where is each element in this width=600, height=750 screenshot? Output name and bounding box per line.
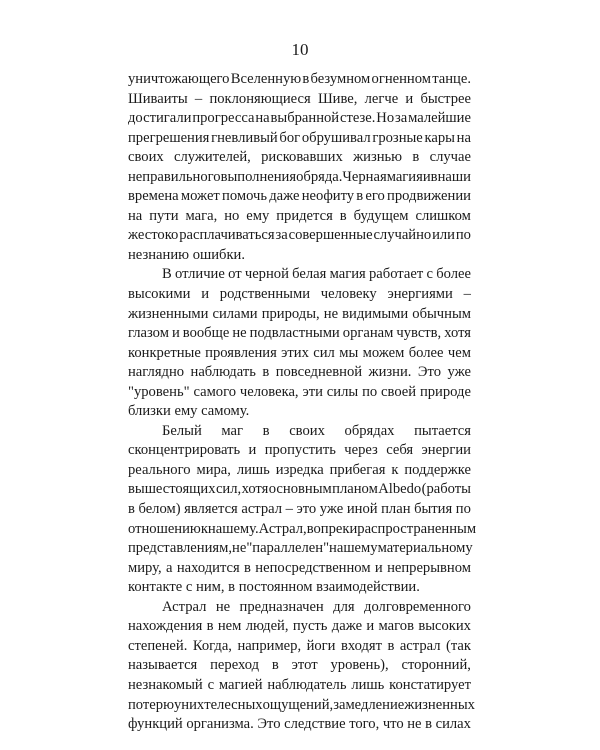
text-line: неправильного выполнения обряда. Черная магия и в наши (128, 168, 471, 185)
paragraph (128, 422, 477, 598)
text-line: своих служителей, рисковавших жизнью в случае (128, 149, 471, 166)
text-line: контакте с ним, в постоянном взаимодействии. (128, 579, 420, 596)
text-line: времена может помочь даже неофиту в его продвижении (128, 188, 471, 205)
paragraph (128, 598, 475, 735)
text-line: прегрешения гневливый бог обрушивал грозные кары на (128, 129, 471, 146)
text-line: конкретные проявления этих сил мы можем более чем (128, 344, 471, 361)
text-line: "уровень" самого человека, эти силы по своей природе (128, 383, 471, 400)
text-line: незнакомый с магией наблюдатель лишь констатирует (128, 676, 471, 693)
text-line: в белом) является астрал – это уже иной план бытия по (128, 501, 471, 518)
text-line: нахождения в нем людей, пусть даже и магов высоких (128, 618, 471, 635)
text-line: вышестоящих сил, хотя основным планом Albedo (работы (128, 481, 471, 498)
text-line: жестоко расплачиваться за совершенные случайно или по (128, 227, 471, 244)
paragraph (128, 70, 471, 265)
text-line: реального мира, лишь изредка прибегая к поддержке (128, 461, 471, 478)
text-line: достигали прогресса на выбранной стезе. Но за малейшие (128, 110, 471, 127)
text-line: близки ему самому. (128, 403, 250, 420)
text-line: на пути мага, но ему придется в будущем слишком (128, 207, 471, 224)
text-line: миру, а находится в непосредственном и непрерывном (128, 559, 471, 576)
page-number: 10 (291, 40, 309, 59)
text-line: жизненными силами природы, не видимыми обычным (128, 305, 471, 322)
text-line: Белый маг в своих обрядах пытается (162, 422, 471, 439)
text-line: представлениям, не "параллелен" нашему материальному (128, 540, 473, 557)
text-line: называется переход в этот уровень), сторонний, (128, 657, 471, 674)
text-line: Шиваиты – поклоняющиеся Шиве, легче и быстрее (128, 90, 471, 107)
text-line: наглядно наблюдать в повседневной жизни. Это уже (128, 364, 471, 381)
text-line: функций организма. Это следствие того, что не в силах (128, 716, 471, 733)
text-line: В отличие от черной белая магия работает с более (162, 266, 471, 283)
text-line: сконцентрировать и пропустить через себя энергии (128, 442, 471, 459)
text-line: глазом и вообще не подвластными органам чувств, хотя (128, 325, 471, 342)
text-line: незнанию ошибки. (128, 246, 246, 263)
text-line: степеней. Когда, например, йоги входят в астрал (так (128, 637, 471, 654)
text-line: уничтожающего Вселенную в безумном огненном танце. (128, 71, 471, 87)
paragraph (128, 265, 471, 421)
text-line: потерю у них телесных ощущений, замедление жизненных (128, 696, 475, 713)
text-line: Астрал не предназначен для долговременного (162, 598, 471, 615)
page-text (128, 70, 477, 735)
text-line: высокими и родственными человеку энергиями – (128, 286, 471, 303)
text-line: отношению к нашему. Астрал, вопреки распространенным (128, 520, 477, 537)
